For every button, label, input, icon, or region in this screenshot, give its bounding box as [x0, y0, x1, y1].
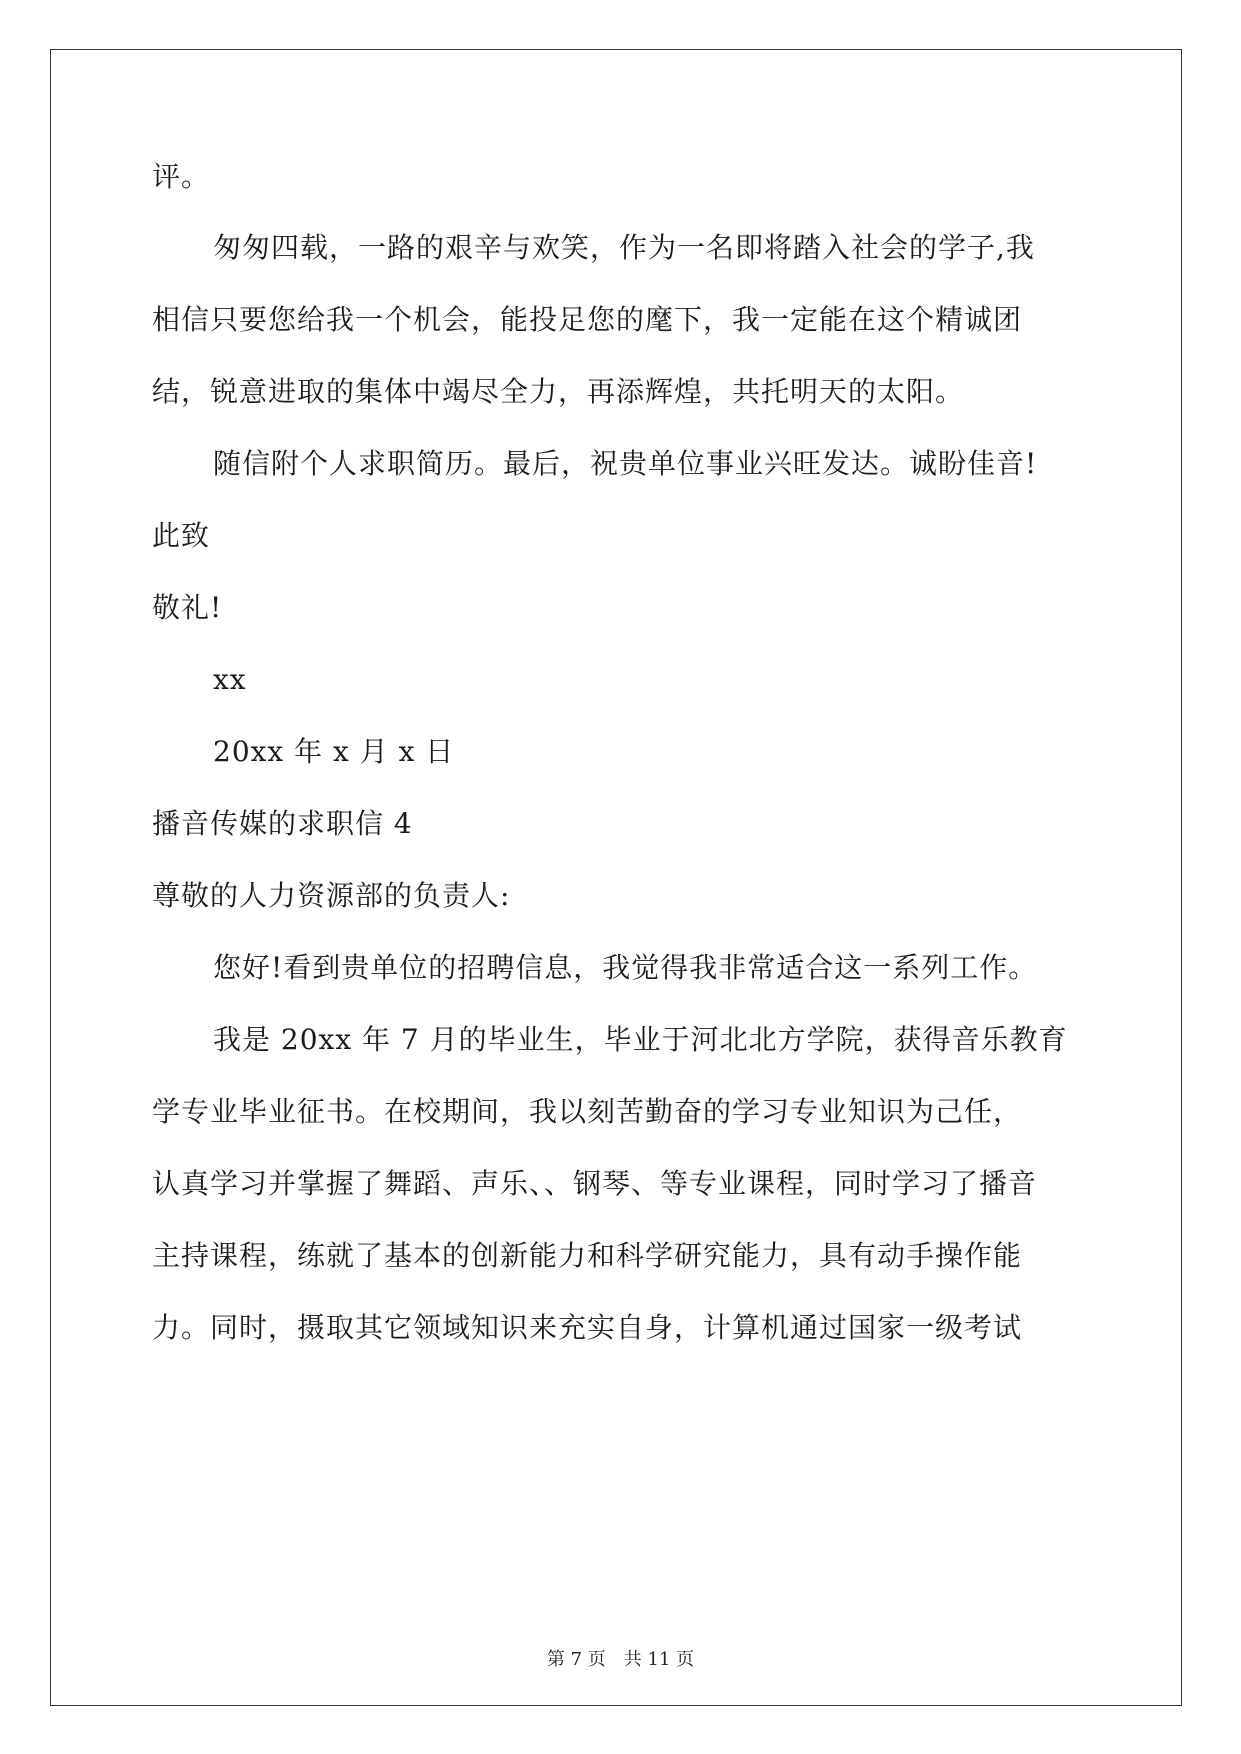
text-line: 结，锐意进取的集体中竭尽全力，再添辉煌，共托明天的太阳。	[152, 375, 965, 408]
section-heading: 播音传媒的求职信 4	[152, 807, 413, 840]
page-number-footer: 第 7 页 共 11 页	[546, 1649, 695, 1670]
closing-salutation: 敬礼!	[152, 591, 223, 624]
text-line: 匆匆四载，一路的艰辛与欢笑，作为一名即将踏入社会的学子,我	[213, 231, 1035, 264]
text-line: 主持课程，练就了基本的创新能力和科学研究能力，具有动手操作能	[152, 1239, 1023, 1272]
text-line: 认真学习并掌握了舞蹈、声乐、、钢琴、等专业课程，同时学习了播音	[152, 1167, 1038, 1200]
text-line: 我是 20xx 年 7 月的毕业生，毕业于河北北方学院，获得音乐教育	[213, 1023, 1068, 1056]
greeting: 尊敬的人力资源部的负责人:	[152, 879, 511, 912]
closing-phrase: 此致	[152, 519, 211, 552]
text-line: 您好!看到贵单位的招聘信息，我觉得我非常适合这一系列工作。	[213, 951, 1038, 984]
text-line: 相信只要您给我一个机会，能投足您的麾下，我一定能在这个精诚团	[152, 303, 1023, 336]
signature-date: 20xx 年 x 月 x 日	[213, 735, 455, 768]
text-line: 随信附个人求职简历。最后，祝贵单位事业兴旺发达。诚盼佳音!	[213, 447, 1038, 480]
text-line: 学专业毕业征书。在校期间，我以刻苦勤奋的学习专业知识为己任，	[152, 1095, 1023, 1128]
text-line: 力。同时，摄取其它领域知识来充实自身，计算机通过国家一级考试	[152, 1311, 1023, 1344]
text-line: 评。	[152, 160, 211, 193]
signature-name: xx	[213, 663, 247, 696]
